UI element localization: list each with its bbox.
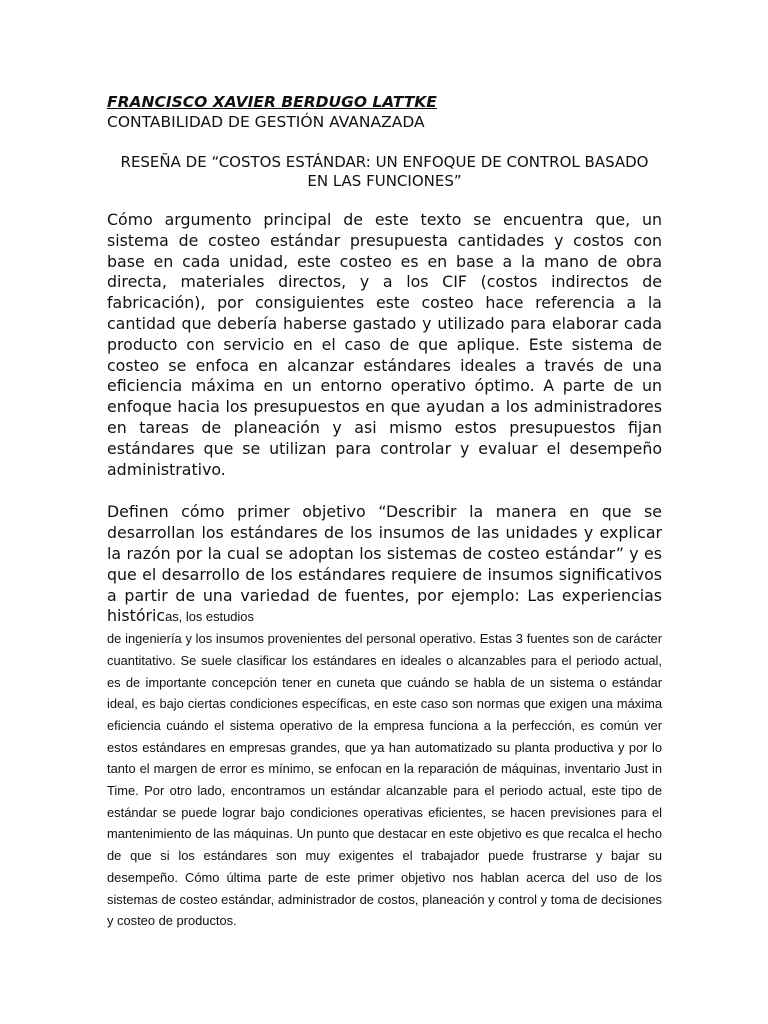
review-title-line-1: RESEÑA DE “COSTOS ESTÁNDAR: UN ENFOQUE DE CONTROL BASADO <box>120 153 649 171</box>
paragraph-first-objective-text: Definen cómo primer objetivo “Describir la manera en que se desarrollan los estándares de los insumos de las unidades y explicar la razón por la cual se adoptan los sistemas de costeo estándar” y es que el desarrollo de los estándares requiere de insumos significativos a partir de una variedad de fuentes, por ejemplo: Las experiencias históric <box>107 502 662 626</box>
course-name: CONTABILIDAD DE GESTIÓN AVANAZADA <box>107 113 425 131</box>
paragraph-main-argument: Cómo argumento principal de este texto se encuentra que, un sistema de costeo estándar presupuesta cantidades y costos con base en cada unidad, este costeo es en base a la mano de obra directa, materiales directos, y a los CIF (costos indirectos de fabricación), por consiguientes este costeo hace referencia a la cantidad que debería haberse gastado y utilizado para elaborar cada producto con servicio en el caso de que aplique. Este sistema de costeo se enfoca en alcanzar estándares ideales a través de una eficiencia máxima en un entorno operativo óptimo. A parte de un enfoque hacia los presupuestos en que ayudan a los administradores en tareas de planeación y asi mismo estos presupuestos fijan estándares que se utilizan para controlar y evaluar el desempeño administrativo. <box>107 210 662 479</box>
paragraph-first-objective-tail: as, los estudios <box>165 609 254 625</box>
review-title-line-2: EN LAS FUNCIONES” <box>307 172 462 190</box>
author-name: FRANCISCO XAVIER BERDUGO LATTKE <box>107 93 437 111</box>
review-title <box>107 153 662 191</box>
document-page <box>107 92 662 932</box>
paragraph-first-objective-continued: de ingeniería y los insumos provenientes del personal operativo. Estas 3 fuentes son de carácter cuantitativo. Se suele clasificar los estándares en ideales o alcanzables para el periodo actual, es de importante concepción tener en cuneta que cuándo se habla de un sistema o estándar ideal, es bajo ciertas condiciones específicas, en este caso son normas que exigen una máxima eficiencia cuándo el sistema operativo de la empresa funciona a la perfección, es común ver estos estándares en empresas grandes, que ya han automatizado su planta productiva y por lo tanto el margen de error es mínimo, se enfocan en la reparación de máquinas, inventario Just in Time. Por otro lado, encontramos un estándar alcanzable para el periodo actual, este tipo de estándar se puede lograr bajo condiciones operativas eficientes, se hacen previsiones para el mantenimiento de las máquinas. Un punto que destacar en este objetivo es que recalca el hecho de que si los estándares son muy exigentes el trabajador puede frustrarse y bajar su desempeño. Cómo última parte de este primer objetivo nos hablan acerca del uso de los sistemas de costeo estándar, administrador de costos, planeación y control y toma de decisiones y costeo de productos. <box>107 631 662 929</box>
paragraph-first-objective <box>107 502 662 628</box>
